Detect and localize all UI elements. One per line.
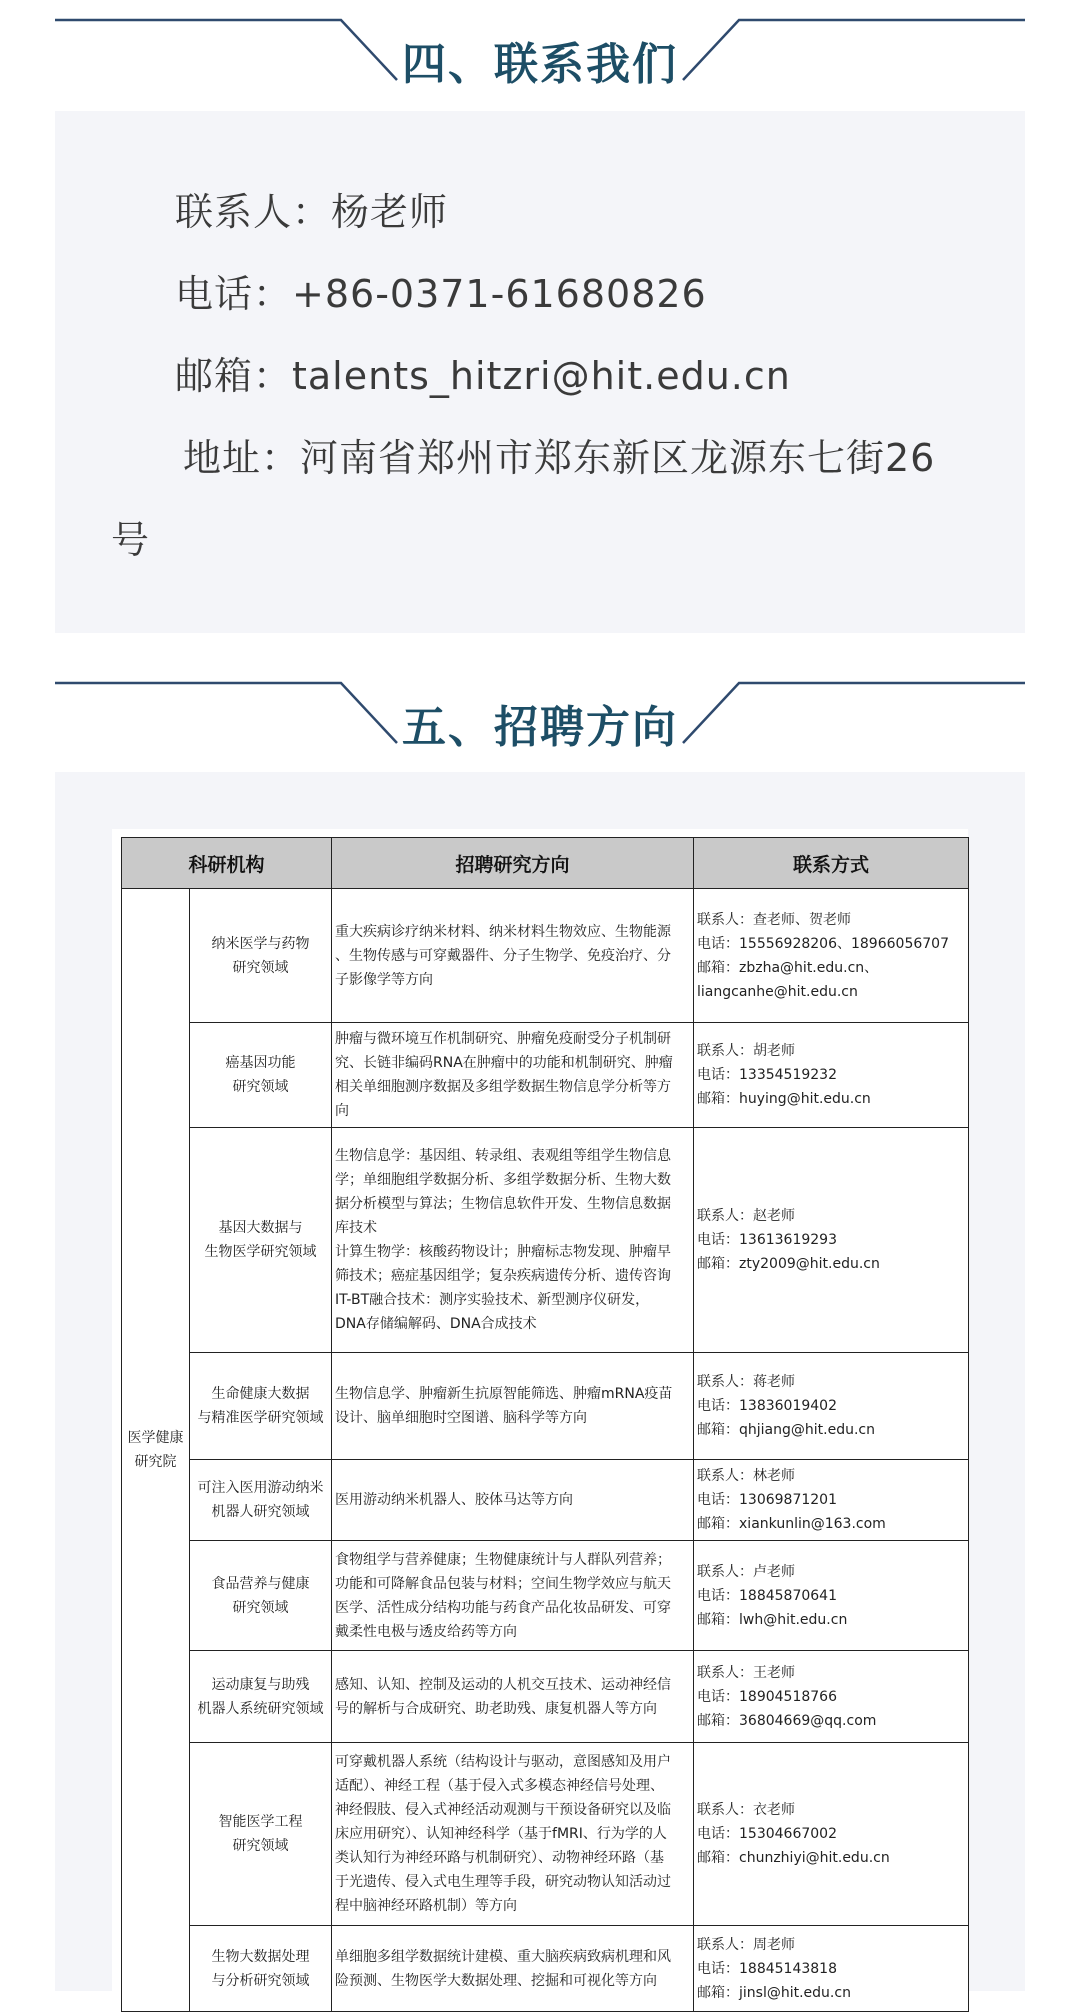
research-field-cell xyxy=(190,1023,332,1128)
contact-info-line: 联系人：周老师 xyxy=(697,1936,796,1953)
research-field-line: 研究领域 xyxy=(232,1838,289,1854)
contact-info-line: 电话：13836019402 xyxy=(697,1398,837,1414)
contact-info-line: 联系人：衣老师 xyxy=(697,1802,796,1818)
contact-info-line: 联系人：林老师 xyxy=(697,1468,796,1484)
contact-info-line: 电话：18845143818 xyxy=(697,1960,837,1977)
recruitment-panel xyxy=(55,772,1025,2001)
research-direction-line: 计算生物学：核酸药物设计；肿瘤标志物发现、肿瘤早 xyxy=(335,1244,672,1260)
research-direction-line: 戴柔性电极与透皮给药等方向 xyxy=(335,1623,518,1640)
research-field-line: 生命健康大数据 xyxy=(211,1386,310,1402)
contact-panel xyxy=(55,111,1025,633)
research-field-line: 运动康复与助残 xyxy=(211,1676,310,1693)
research-direction-cell xyxy=(332,1541,694,1651)
research-direction-line: 重大疾病诊疗纳米材料、纳米材料生物效应、生物能源 xyxy=(335,923,672,940)
research-direction-line: 向 xyxy=(335,1103,350,1119)
contact-info-line: 邮箱：xiankunlin@163.com xyxy=(697,1516,886,1532)
research-direction-cell xyxy=(332,1651,694,1743)
research-direction-line: 床应用研究）、认知神经科学（基于fMRI、行为学的人 xyxy=(335,1826,667,1842)
table-row xyxy=(122,1541,969,1651)
contact-cell xyxy=(694,1651,969,1743)
contact-info-line: 电话：15556928206、18966056707 xyxy=(697,935,949,952)
research-field-line: 食品营养与健康 xyxy=(211,1575,310,1592)
research-field-line: 与精准医学研究领域 xyxy=(197,1410,324,1426)
research-field-line: 纳米医学与药物 xyxy=(211,935,310,952)
research-direction-line: IT-BT融合技术：测序实验技术、新型测序仪研发， xyxy=(335,1292,650,1308)
research-direction-line: 单细胞多组学数据统计建模、重大脑疾病致病机理和风 xyxy=(335,1948,672,1965)
research-direction-line: 食物组学与营养健康；生物健康统计与人群队列营养； xyxy=(335,1551,672,1568)
research-direction-cell xyxy=(332,1353,694,1460)
research-direction-line: 适配）、神经工程（基于侵入式多模态神经信号处理、 xyxy=(335,1778,665,1794)
contact-cell xyxy=(694,1128,969,1353)
table-row xyxy=(122,1353,969,1460)
research-field-cell xyxy=(190,1743,332,1926)
research-field-cell xyxy=(190,1926,332,2012)
research-direction-line: 、生物传感与可穿戴器件、分子生物学、免疫治疗、分 xyxy=(335,947,672,964)
table-row xyxy=(122,1926,969,2012)
contact-email: 邮箱：talents_hitzri@hit.edu.cn xyxy=(175,354,791,398)
contact-info-line: 邮箱：huying@hit.edu.cn xyxy=(697,1091,871,1107)
research-direction-line: 学；单细胞组学数据分析、多组学数据分析、生物大数 xyxy=(335,1172,672,1188)
research-direction-line: DNA存储编解码、DNA合成技术 xyxy=(335,1316,537,1332)
research-field-line: 研究领域 xyxy=(232,1599,289,1616)
institute-line: 研究院 xyxy=(134,1454,177,1470)
research-field-line: 智能医学工程 xyxy=(218,1814,303,1830)
contact-info-line: liangcanhe@hit.edu.cn xyxy=(697,983,858,1000)
contact-cell xyxy=(694,1023,969,1128)
contact-info-line: 联系人：王老师 xyxy=(697,1664,796,1681)
research-direction-line: 神经假肢、侵入式神经活动观测与干预设备研究以及临 xyxy=(335,1802,672,1818)
contact-phone: 电话：+86-0371-61680826 xyxy=(175,272,707,316)
header-direction: 招聘研究方向 xyxy=(332,838,694,889)
contact-info-line: 联系人：赵老师 xyxy=(697,1208,796,1224)
research-field-line: 机器人系统研究领域 xyxy=(197,1700,324,1717)
table-row xyxy=(122,1023,969,1128)
research-direction-cell xyxy=(332,1743,694,1926)
recruitment-table-image xyxy=(112,829,968,2001)
contact-info-line: 邮箱：zbzha@hit.edu.cn、 xyxy=(697,959,879,976)
contact-info-line: 电话：13613619293 xyxy=(697,1232,837,1248)
recruitment-table xyxy=(121,837,969,2012)
research-direction-line: 库技术 xyxy=(335,1220,378,1236)
contact-address-line1: 地址：河南省郑州市郑东新区龙源东七街26 xyxy=(183,436,936,480)
research-direction-line: 究、长链非编码RNA在肿瘤中的功能和机制研究、肿瘤 xyxy=(335,1055,673,1071)
research-direction-line: 感知、认知、控制及运动的人机交互技术、运动神经信 xyxy=(335,1676,672,1693)
contact-person: 联系人：杨老师 xyxy=(175,190,449,234)
research-direction-line: 类认知行为神经环路与机制研究）、动物神经环路（基 xyxy=(335,1850,665,1866)
research-field-cell xyxy=(190,889,332,1023)
research-field-cell xyxy=(190,1128,332,1353)
contact-cell xyxy=(694,889,969,1023)
table-row xyxy=(122,1460,969,1541)
research-direction-line: 号的解析与合成研究、助老助残、康复机器人等方向 xyxy=(335,1700,658,1717)
contact-address-line2: 号 xyxy=(111,518,151,562)
research-field-cell xyxy=(190,1353,332,1460)
contact-info-line: 联系人：查老师、贺老师 xyxy=(697,911,852,928)
contact-info-line: 邮箱：chunzhiyi@hit.edu.cn xyxy=(697,1850,890,1866)
contact-info-line: 电话：13069871201 xyxy=(697,1492,837,1508)
contact-info-line: 联系人：蒋老师 xyxy=(697,1374,796,1390)
header-institution: 科研机构 xyxy=(122,838,332,889)
research-direction-line: 程中脑神经环路机制）等方向 xyxy=(335,1898,518,1914)
contact-info-line: 电话：13354519232 xyxy=(697,1067,837,1083)
research-field-line: 癌基因功能 xyxy=(225,1055,296,1071)
contact-cell xyxy=(694,1353,969,1460)
institute-line: 医学健康 xyxy=(127,1430,184,1446)
section4-title: 四、联系我们 xyxy=(402,39,678,90)
research-field-line: 机器人研究领域 xyxy=(211,1504,310,1520)
research-field-cell xyxy=(190,1460,332,1541)
research-field-cell xyxy=(190,1541,332,1651)
table-row xyxy=(122,1128,969,1353)
contact-info-line: 邮箱：jinsl@hit.edu.cn xyxy=(697,1984,851,2001)
research-direction-line: 生物信息学、肿瘤新生抗原智能筛选、肿瘤mRNA疫苗 xyxy=(335,1386,673,1402)
research-field-line: 研究领域 xyxy=(232,1079,289,1095)
contact-info-line: 邮箱：36804669@qq.com xyxy=(697,1712,877,1729)
contact-info-line: 电话：15304667002 xyxy=(697,1826,837,1842)
research-direction-line: 设计、脑单细胞时空图谱、脑科学等方向 xyxy=(335,1410,588,1426)
contact-info-line: 电话：18904518766 xyxy=(697,1688,837,1705)
contact-info-line: 电话：18845870641 xyxy=(697,1587,837,1604)
table-row xyxy=(122,889,969,1023)
contact-info-line: 联系人：卢老师 xyxy=(697,1563,796,1580)
section5-title: 五、招聘方向 xyxy=(402,702,678,753)
table-row xyxy=(122,1651,969,1743)
contact-info-line: 邮箱：zty2009@hit.edu.cn xyxy=(697,1256,880,1272)
research-direction-line: 生物信息学：基因组、转录组、表观组等组学生物信息 xyxy=(335,1148,672,1164)
contact-cell xyxy=(694,1926,969,2012)
table-header-row xyxy=(122,838,969,889)
research-field-line: 研究领域 xyxy=(232,959,289,976)
research-direction-cell xyxy=(332,1460,694,1541)
contact-info-line: 邮箱：lwh@hit.edu.cn xyxy=(697,1611,848,1628)
research-direction-cell xyxy=(332,1128,694,1353)
research-direction-line: 医用游动纳米机器人、胶体马达等方向 xyxy=(335,1492,574,1508)
contact-cell xyxy=(694,1460,969,1541)
research-field-cell xyxy=(190,1651,332,1743)
research-direction-line: 相关单细胞测序数据及多组学数据生物信息学分析等方 xyxy=(335,1079,672,1095)
institute-cell xyxy=(122,889,190,2012)
research-direction-cell xyxy=(332,1023,694,1128)
research-field-line: 基因大数据与 xyxy=(218,1220,303,1236)
research-field-line: 生物医学研究领域 xyxy=(204,1244,317,1260)
research-direction-line: 于光遗传、侵入式电生理等手段，研究动物认知活动过 xyxy=(335,1874,672,1890)
research-direction-line: 险预测、生物医学大数据处理、挖掘和可视化等方向 xyxy=(335,1972,658,1989)
research-direction-line: 可穿戴机器人系统（结构设计与驱动，意图感知及用户 xyxy=(335,1754,672,1770)
research-direction-line: 子影像学等方向 xyxy=(335,971,434,988)
research-direction-line: 功能和可降解食品包装与材料；空间生物学效应与航天 xyxy=(335,1575,672,1592)
contact-cell xyxy=(694,1541,969,1651)
header-contact: 联系方式 xyxy=(694,838,969,889)
contact-info-line: 邮箱：qhjiang@hit.edu.cn xyxy=(697,1422,875,1438)
research-direction-line: 医学、活性成分结构功能与药食产品化妆品研发、可穿 xyxy=(335,1599,672,1616)
research-direction-line: 肿瘤与微环境互作机制研究、肿瘤免疫耐受分子机制研 xyxy=(335,1031,672,1047)
research-field-line: 可注入医用游动纳米 xyxy=(197,1480,324,1496)
research-direction-line: 筛技术；癌症基因组学；复杂疾病遗传分析、遗传咨询 xyxy=(335,1268,672,1284)
section5-header xyxy=(55,681,1025,773)
section4-header xyxy=(55,18,1025,110)
research-field-line: 与分析研究领域 xyxy=(211,1972,310,1989)
research-field-line: 生物大数据处理 xyxy=(211,1948,310,1965)
research-direction-line: 据分析模型与算法；生物信息软件开发、生物信息数据 xyxy=(335,1196,672,1212)
contact-cell xyxy=(694,1743,969,1926)
research-direction-cell xyxy=(332,1926,694,2012)
table-row xyxy=(122,1743,969,1926)
research-direction-cell xyxy=(332,889,694,1023)
contact-info-line: 联系人：胡老师 xyxy=(697,1043,796,1059)
